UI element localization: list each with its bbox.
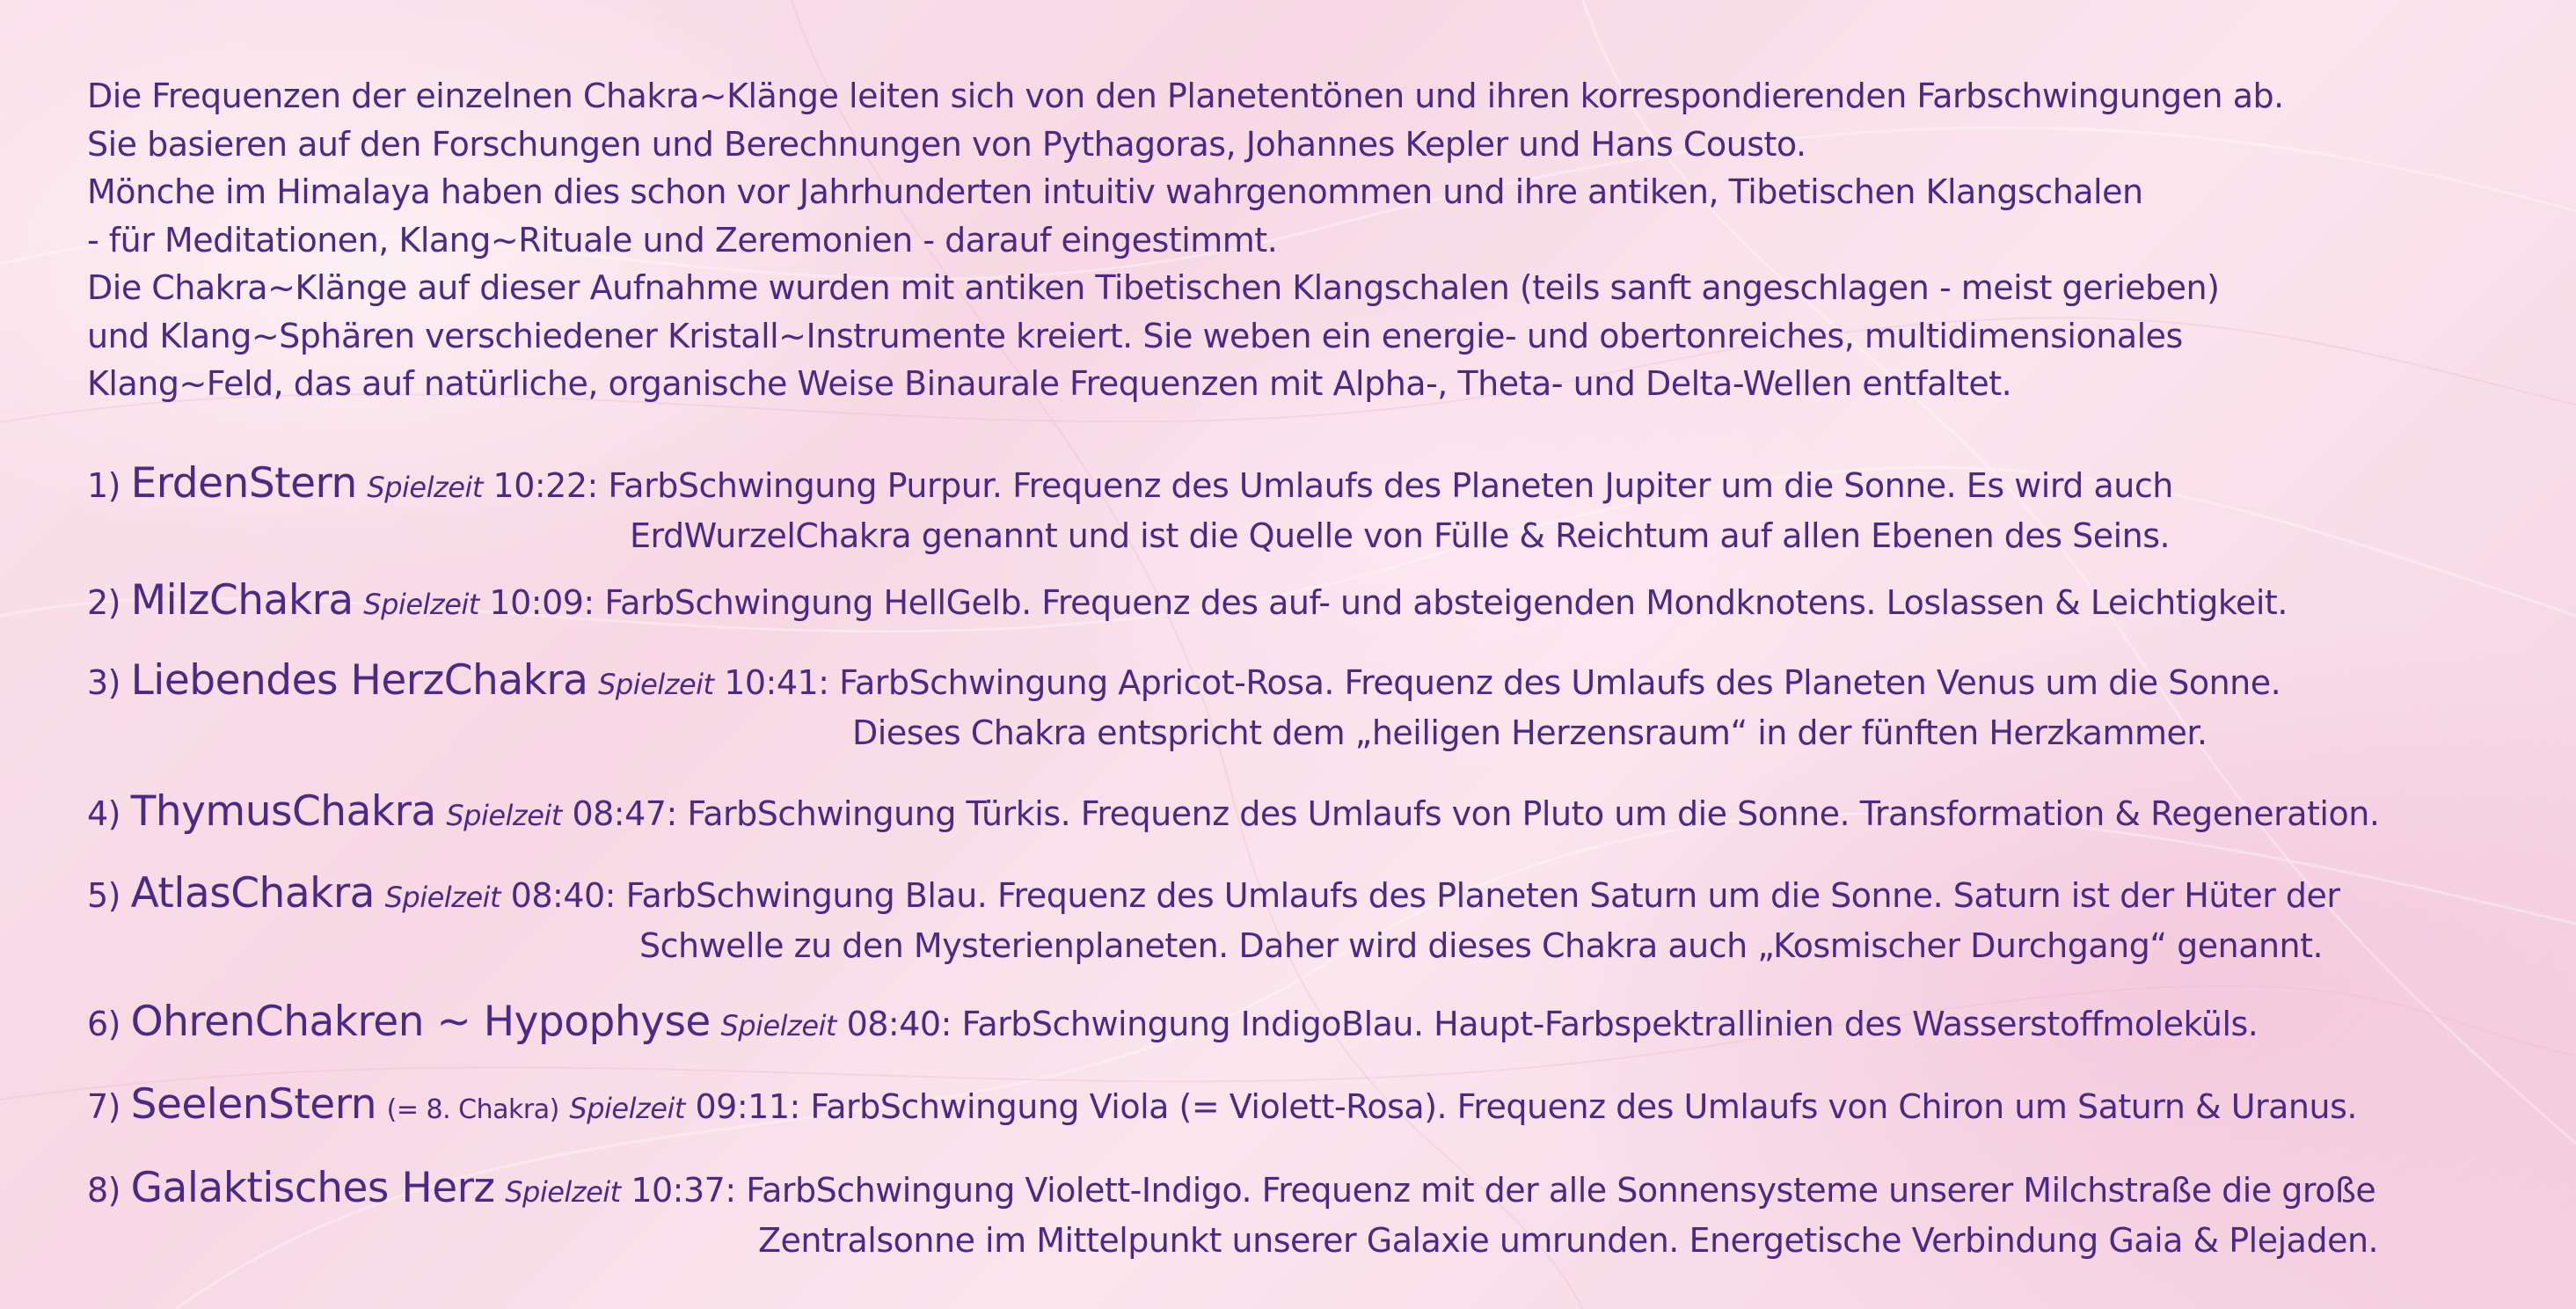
entry-second-line: Schwelle zu den Mysterienplaneten. Daher wird dieses Chakra auch „Kosmischer Durchgang“ genannt. (639, 926, 2324, 965)
intro-line: Die Chakra~Klänge auf dieser Aufnahme wurden mit antiken Tibetischen Klangschalen (teils sanft angeschlagen - meist gerieben) (87, 268, 2220, 307)
entry-number: 2) (87, 583, 121, 622)
intro-line: Sie basieren auf den Forschungen und Berechnungen von Pythagoras, Johannes Kepler und Hans Cousto. (87, 124, 1806, 164)
entry-name: AtlasChakra (130, 869, 375, 918)
entry-second-line: ErdWurzelChakra genannt und ist die Quelle von Fülle & Reichtum auf allen Ebenen des Seins. (630, 516, 2171, 555)
chakra-list (87, 459, 2532, 1265)
entry-name: ThymusChakra (130, 787, 436, 836)
entry-note: (= 8. Chakra) (386, 1094, 559, 1125)
chakra-entry-liebendes-herzchakra (87, 656, 2532, 757)
entry-name: Galaktisches Herz (130, 1164, 495, 1212)
entry-description: FarbSchwingung Blau. Frequenz des Umlaufs des Planeten Saturn um die Sonne. Saturn ist der Hüter der (625, 876, 2340, 915)
entry-description: FarbSchwingung Violett-Indigo. Frequenz mit der alle Sonnensysteme unserer Milchstraße die große (746, 1171, 2376, 1210)
entry-time: 10:09: (489, 583, 595, 622)
entry-number: 7) (87, 1087, 121, 1126)
entry-time: 08:47: (572, 794, 677, 833)
entry-description: FarbSchwingung HellGelb. Frequenz des auf- und absteigenden Mondknotens. Loslassen & Leichtigkeit. (604, 583, 2288, 622)
entry-first-line (87, 576, 2532, 629)
entry-name: OhrenChakren ~ Hypophyse (130, 998, 711, 1046)
intro-line: - für Meditationen, Klang~Rituale und Zeremonien - darauf eingestimmt. (87, 220, 1278, 260)
entry-name: MilzChakra (130, 576, 354, 625)
spielzeit-label: Spielzeit (384, 881, 501, 914)
chakra-entry-atlaschakra (87, 869, 2532, 970)
intro-line: und Klang~Sphären verschiedener Kristall~Instrumente kreiert. Sie weben ein energie- und obertonreiches, multidimensionales (87, 316, 2183, 355)
intro-line: Klang~Feld, das auf natürliche, organische Weise Binaurale Frequenzen mit Alpha-, Theta- und Delta-Wellen entfaltet. (87, 364, 2012, 403)
chakra-entry-galaktisches-herz (87, 1164, 2532, 1265)
entry-first-line (87, 656, 2532, 709)
entry-first-line (87, 459, 2532, 512)
entry-description: FarbSchwingung Purpur. Frequenz des Umlaufs des Planeten Jupiter um die Sonne. Es wird auch (608, 466, 2173, 505)
chakra-entry-seelenstern (87, 1080, 2532, 1134)
entry-first-line (87, 869, 2532, 922)
entry-number: 6) (87, 1005, 121, 1043)
entry-description: FarbSchwingung Türkis. Frequenz des Umlaufs von Pluto um die Sonne. Transformation & Regeneration. (687, 794, 2380, 833)
chakra-entry-ohrenchakren (87, 998, 2532, 1050)
spielzeit-label: Spielzeit (446, 799, 562, 832)
spielzeit-label: Spielzeit (363, 588, 479, 621)
entry-time: 10:22: (493, 466, 598, 505)
chakra-entry-milzchakra (87, 576, 2532, 629)
entry-number: 4) (87, 794, 121, 833)
spielzeit-label: Spielzeit (367, 471, 483, 504)
entry-time: 08:40: (846, 1005, 952, 1043)
intro-line: Mönche im Himalaya haben dies schon vor Jahrhunderten intuitiv wahrgenommen und ihre antiken, Tibetischen Klangschalen (87, 172, 2143, 211)
entry-first-line (87, 998, 2532, 1050)
entry-description: FarbSchwingung Apricot-Rosa. Frequenz des Umlaufs des Planeten Venus um die Sonne. (839, 663, 2281, 702)
entry-number: 3) (87, 663, 121, 702)
entry-time: 10:41: (724, 663, 829, 702)
entry-description: FarbSchwingung Viola (= Violett-Rosa). Frequenz des Umlaufs von Chiron um Saturn & Uranus. (810, 1087, 2357, 1126)
entry-name: ErdenStern (130, 459, 357, 508)
chakra-entry-erdenstern (87, 459, 2532, 560)
entry-first-line (87, 1080, 2532, 1134)
entry-name: SeelenStern (130, 1080, 377, 1129)
spielzeit-label: Spielzeit (720, 1009, 836, 1042)
entry-second-line: Dieses Chakra entspricht dem „heiligen Herzensraum“ in der fünften Herzkammer. (852, 713, 2207, 752)
entry-first-line (87, 787, 2532, 840)
spielzeit-label: Spielzeit (569, 1092, 685, 1125)
spielzeit-label: Spielzeit (505, 1175, 621, 1209)
chakra-entry-thymuschakra (87, 787, 2532, 840)
entry-description: FarbSchwingung IndigoBlau. Haupt-Farbspektrallinien des Wasserstoffmoleküls. (961, 1005, 2259, 1043)
entry-number: 1) (87, 466, 121, 505)
entry-name: Liebendes HerzChakra (130, 656, 588, 705)
entry-number: 8) (87, 1171, 121, 1210)
entry-time: 10:37: (631, 1171, 736, 1210)
entry-first-line (87, 1164, 2532, 1217)
entry-time: 08:40: (510, 876, 616, 915)
entry-time: 09:11: (695, 1087, 800, 1126)
intro-line: Die Frequenzen der einzelnen Chakra~Klänge leiten sich von den Planetentönen und ihren korrespondierenden Farbschwingungen ab. (87, 77, 2284, 115)
entry-number: 5) (87, 876, 121, 915)
intro-paragraph (87, 72, 2532, 408)
entry-second-line: Zentralsonne im Mittelpunkt unserer Galaxie umrunden. Energetische Verbindung Gaia & Plejaden. (758, 1221, 2379, 1260)
spielzeit-label: Spielzeit (598, 668, 714, 701)
